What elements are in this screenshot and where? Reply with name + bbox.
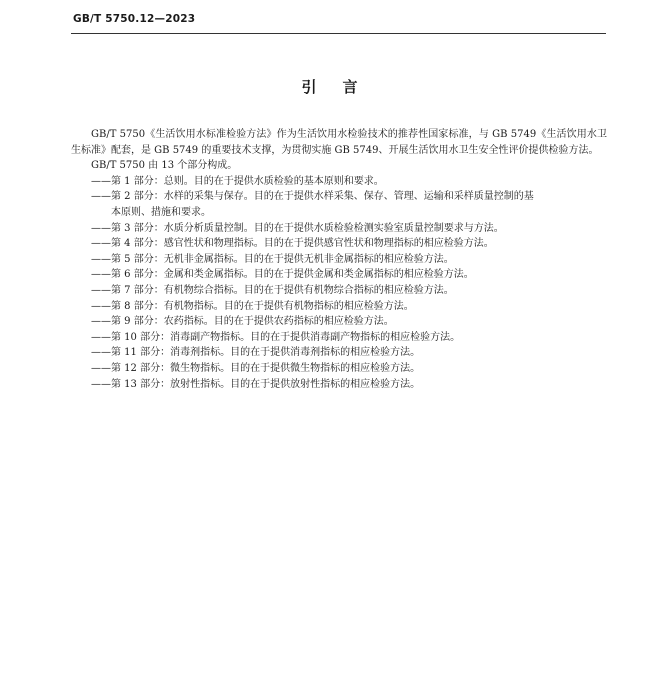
list-item-part-12 [71,361,607,377]
part-text: ——第 1 部分：总则。目的在于提供水质检验的基本原则和要求。 [91,175,384,187]
parts-summary: GB/T 5750 由 13 个部分构成。 [91,160,238,172]
list-item-part-13 [71,377,607,393]
document-body [71,127,607,392]
part-text: ——第 7 部分：有机物综合指标。目的在于提供有机物综合指标的相应检验方法。 [91,284,454,296]
part-text: ——第 5 部分：无机非金属指标。目的在于提供无机非金属指标的相应检验方法。 [91,253,454,265]
list-item-part-9 [71,314,607,330]
part-text: ——第 9 部分：农药指标。目的在于提供农药指标的相应检验方法。 [91,316,394,328]
list-item-part-3 [71,221,607,237]
list-item-part-10 [71,330,607,346]
part-text: ——第 4 部分：感官性状和物理指标。目的在于提供感官性状和物理指标的相应检验方法。 [91,238,494,250]
list-item-part-7 [71,283,607,299]
list-item-part-6 [71,267,607,283]
standard-code: GB/T 5750.12—2023 [73,13,196,25]
list-item-part-4 [71,236,607,252]
part-text: ——第 6 部分：金属和类金属指标。目的在于提供金属和类金属指标的相应检验方法。 [91,269,474,281]
intro-paragraph: GB/T 5750《生活饮用水标准检验方法》作为生活饮用水检验技术的推荐性国家标准，与 GB 5749《生活饮用水卫生标准》配套，是 GB 5749 的重要技术支撑，为贯彻实施 GB 5749、开展生活饮用水卫生安全性评价提供检验方法。 [71,129,607,156]
part-text-continuation: 本原则、措施和要求。 [111,206,211,218]
page-title: 引言 [301,78,384,96]
list-item-part-1 [71,174,607,190]
list-item-part-5 [71,252,607,268]
part-text: ——第 3 部分：水质分析质量控制。目的在于提供水质检验检测实验室质量控制要求与方法。 [91,222,504,234]
part-text: ——第 10 部分：消毒副产物指标。目的在于提供消毒副产物指标的相应检验方法。 [91,331,461,343]
parts-list [71,174,607,392]
part-text: ——第 13 部分：放射性指标。目的在于提供放射性指标的相应检验方法。 [91,378,421,390]
list-item-part-2 [71,189,607,220]
header-divider [71,33,606,34]
part-text: ——第 11 部分：消毒剂指标。目的在于提供消毒剂指标的相应检验方法。 [91,347,421,359]
part-text: ——第 8 部分：有机物指标。目的在于提供有机物指标的相应检验方法。 [91,300,414,312]
list-item-part-11 [71,345,607,361]
part-text: ——第 2 部分：水样的采集与保存。目的在于提供水样采集、保存、管理、运输和采样质量控制的基 [91,191,534,203]
part-text: ——第 12 部分：微生物指标。目的在于提供微生物指标的相应检验方法。 [91,362,421,374]
list-item-part-8 [71,299,607,315]
